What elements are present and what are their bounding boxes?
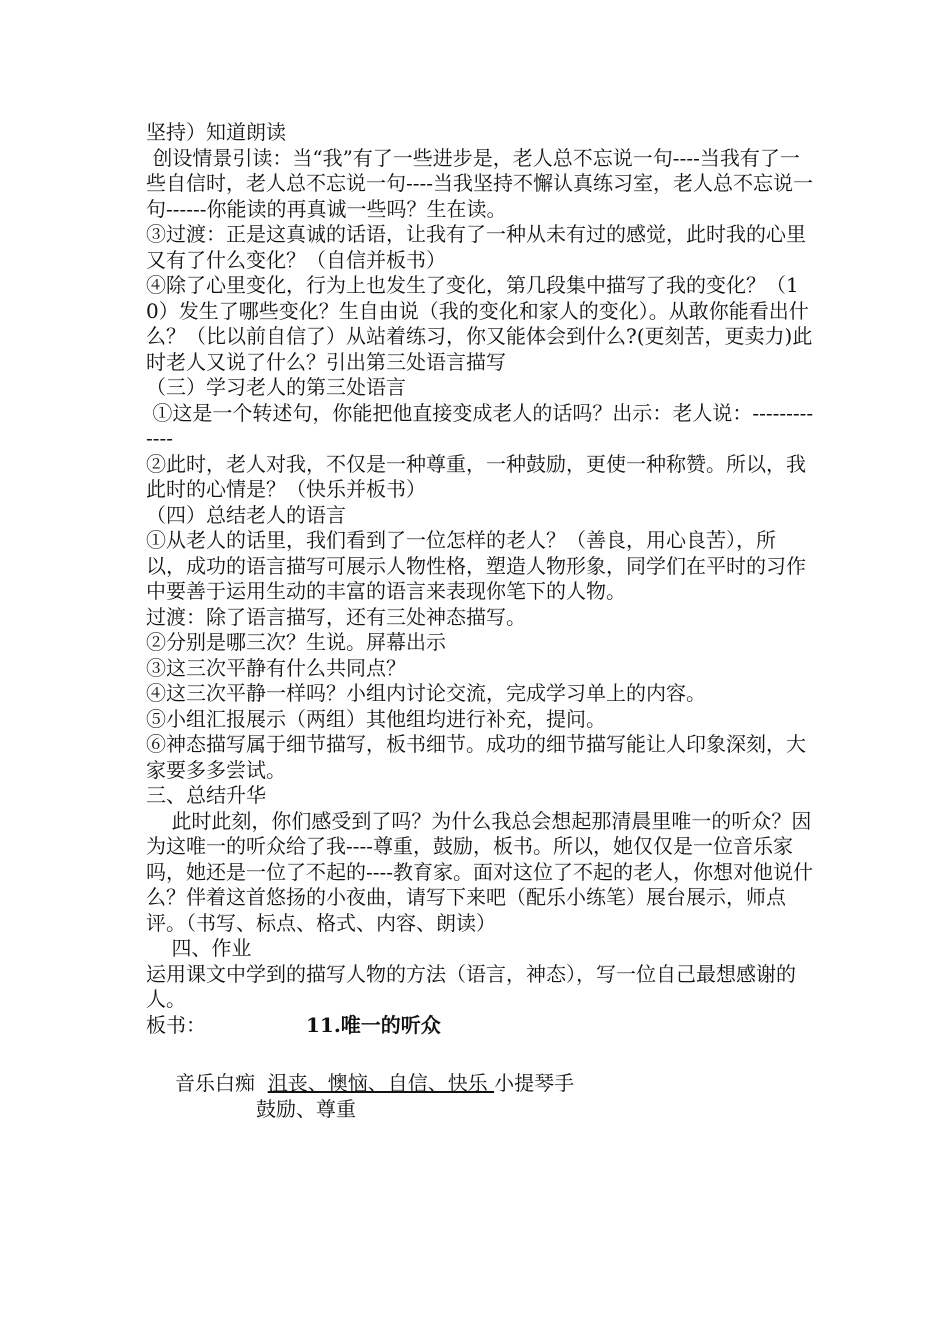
lesson-plan-text: [146, 120, 814, 1122]
paragraph: ④这三次平静一样吗？小组内讨论交流，完成学习单上的内容。: [146, 681, 706, 705]
blackboard-row-1: [146, 1071, 814, 1097]
blackboard-label: 板书：: [146, 1012, 206, 1037]
paragraph: ①从老人的话里，我们看到了一位怎样的老人？（善良，用心良苦），所以，成功的语言描写可展示人物性格，塑造人物形象，同学们在平时的习作中要善于运用生动的丰富的语言来表现你笔下的人物。: [146, 528, 806, 603]
paragraph: ⑤小组汇报展示（两组）其他组均进行补充，提问。: [146, 706, 606, 731]
paragraph: 过渡：除了语言描写，还有三处神态描写。: [146, 604, 526, 629]
paragraph: ③这三次平静有什么共同点？: [146, 655, 406, 680]
paragraph: ①这是一个转述句，你能把他直接变成老人的话吗？出示：老人说：-------------: [146, 400, 814, 450]
paragraph: ⑥神态描写属于细节描写，板书细节。成功的细节描写能让人印象深刻，大家要多多尝试。: [146, 732, 806, 782]
paragraph: ②分别是哪三次？生说。屏幕出示: [146, 630, 446, 654]
blackboard-right-term: 小提琴手: [494, 1071, 575, 1095]
section-heading: （三）学习老人的第三处语言: [146, 375, 406, 399]
blackboard-left-term: 音乐白痴: [175, 1071, 255, 1095]
blackboard-title-row: [146, 1013, 814, 1039]
section-heading: 三、总结升华: [146, 783, 266, 807]
paragraph: ②此时，老人对我，不仅是一种尊重，一种鼓励，更使一种称赞。所以，我此时的心情是？（快乐并板书）: [146, 451, 806, 501]
blackboard-title: 11.唯一的听众: [306, 1012, 441, 1037]
blackboard-row-2: [146, 1097, 814, 1123]
paragraph: 坚持）知道朗读: [146, 120, 286, 144]
section-heading: 四、作业: [146, 936, 252, 960]
paragraph: 运用课文中学到的描写人物的方法（语言，神态），写一位自己最想感谢的人。: [146, 961, 796, 1011]
paragraph: 创设情景引读：当“我”有了一些进步是，老人总不忘说一句----当我有了一些自信时，老人总不忘说一句----当我坚持不懈认真练习室，老人总不忘说一句------你能读的再真诚一些吗？生在读。: [146, 145, 814, 221]
paragraph: ④除了心里变化，行为上也发生了变化，第几段集中描写了我的变化？（10）发生了哪些变化？生自由说（我的变化和家人的变化）。从敢你能看出什么？（比以前自信了）从站着练习，你又能体会到什么?(更刻苦，更卖力)此时老人又说了什么？引出第三处语言描写: [146, 273, 813, 374]
section-heading: （四）总结老人的语言: [146, 502, 346, 527]
blackboard-emotions: 沮丧、懊恼、自信、快乐: [267, 1071, 495, 1095]
blackboard-support-terms: 鼓励、尊重: [256, 1096, 356, 1121]
paragraph: 此时此刻，你们感受到了吗？为什么我总会想起那清晨里唯一的听众？因为这唯一的听众给了我----尊重，鼓励，板书。所以，她仅仅是一位音乐家吗，她还是一位了不起的----教育家。面对这位了不起的老人，你想对他说什么？伴着这首悠扬的小夜曲，请写下来吧（配乐小练笔）展台展示，师点评。（书写、标点、格式、内容、朗读）: [146, 808, 814, 935]
paragraph: ③过渡：正是这真诚的话语，让我有了一种从未有过的感觉，此时我的心里又有了什么变化？（自信并板书）: [146, 222, 806, 272]
